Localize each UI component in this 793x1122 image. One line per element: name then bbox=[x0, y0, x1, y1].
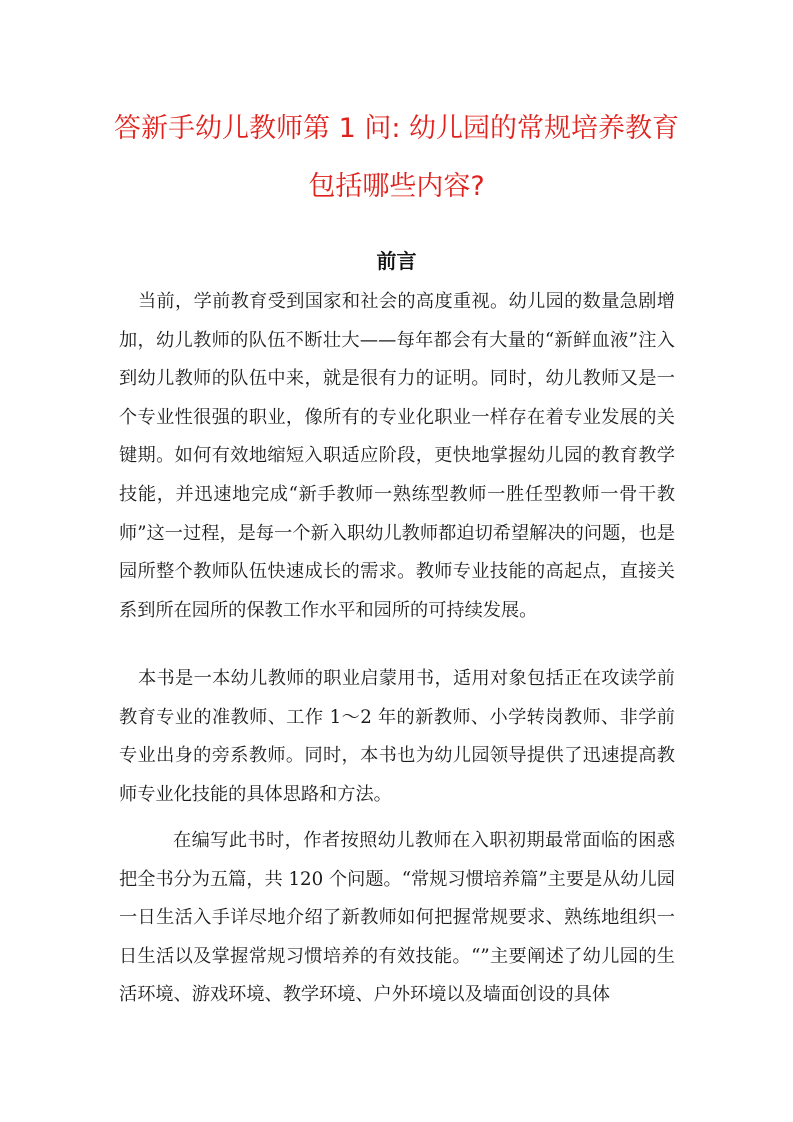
paragraph-3: 在编写此书时，作者按照幼儿教师在入职初期最常面临的困惑把全书分为五篇，共 120 个问题。“常规习惯培养篇”主要是从幼儿园一日生活入手详尽地介绍了新教师如何把握常规要求、熟练地组织一日生活以及掌握常规习惯培养的有效技能。“”主要阐述了幼儿园的生活环境、游戏环境、教学环境、户外环境以及墙面创设的具体 bbox=[119, 830, 675, 1006]
paragraph-2: 本书是一本幼儿教师的职业启蒙用书，适用对象包括正在攻读学前教育专业的准教师、工作 1～2 年的新教师、小学转岗教师、非学前专业出身的旁系教师。同时，本书也为幼儿园领导提供了迅速提高教师专业化技能的具体思路和方法。 bbox=[119, 668, 675, 805]
section-heading: 前言 bbox=[376, 249, 417, 273]
page-title: 答新手幼儿教师第 1 问: 幼儿园的常规培养教育 bbox=[113, 113, 680, 144]
page-title-continued: 包括哪些内容? bbox=[308, 171, 485, 202]
paragraph-1: 当前，学前教育受到国家和社会的高度重视。幼儿园的数量急剧增加，幼儿教师的队伍不断壮大——每年都会有大量的“新鲜血液”注入到幼儿教师的队伍中来，就是很有力的证明。同时，幼儿教师又是一个专业性很强的职业，像所有的专业化职业一样存在着专业发展的关键期。如何有效地缩短入职适应阶段，更快地掌握幼儿园的教育教学技能，并迅速地完成“新手教师一熟练型教师一胜任型教师一骨干教师”这一过程，是每一个新入职幼儿教师都迫切希望解决的问题，也是园所整个教师队伍快速成长的需求。教师专业技能的高起点，直接关系到所在园所的保教工作水平和园所的可持续发展。 bbox=[119, 291, 675, 621]
